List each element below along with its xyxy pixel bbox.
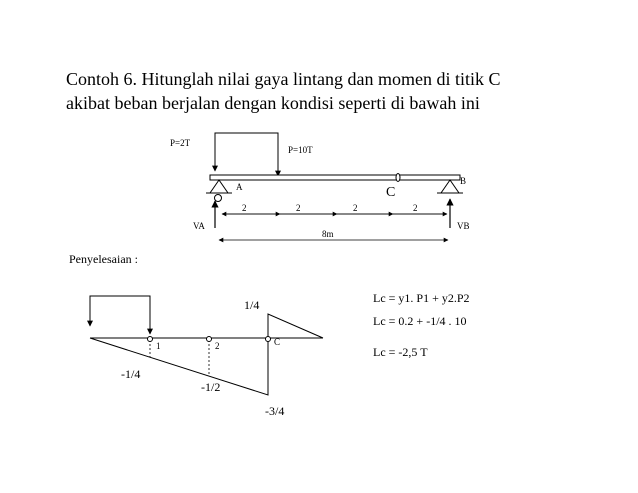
- solution-heading: Penyelesaian :: [69, 252, 138, 266]
- il-point-c: [266, 337, 271, 342]
- segment-label-2: 2: [296, 203, 301, 213]
- hinge-c: [396, 174, 400, 182]
- reaction-label-a: VA: [193, 221, 205, 231]
- moving-load-frame: [215, 133, 278, 172]
- beam-diagram: [170, 133, 470, 240]
- il-point-1: [148, 337, 153, 342]
- segment-label-4: 2: [413, 203, 418, 213]
- equation-1: Lc = y1. P1 + y2.P2: [373, 291, 470, 305]
- equation-2: Lc = 0.2 + -1/4 . 10: [373, 314, 467, 328]
- influence-line-diagram: [90, 296, 323, 418]
- segment-label-3: 2: [353, 203, 358, 213]
- support-a-roller: [215, 195, 222, 202]
- load-label-large: P=10T: [288, 145, 313, 155]
- il-value-three-quarter: -3/4: [265, 404, 285, 418]
- equation-3: Lc = -2,5 T: [373, 345, 428, 359]
- support-a-label: A: [236, 182, 243, 192]
- il-load-frame: [90, 296, 150, 330]
- span-label: 8m: [322, 229, 334, 239]
- il-point-c-label: C: [274, 337, 281, 347]
- il-value-half: -1/2: [201, 380, 221, 394]
- beam: [210, 175, 460, 180]
- il-point-2: [207, 337, 212, 342]
- il-value-top: 1/4: [244, 298, 260, 312]
- il-point-1-label: 1: [156, 341, 161, 351]
- segment-label-1: 2: [242, 203, 247, 213]
- point-c-label: C: [386, 185, 396, 200]
- support-b: [441, 180, 459, 193]
- load-label-small: P=2T: [170, 138, 191, 148]
- problem-title-line-2: akibat beban berjalan dengan kondisi seperti di bawah ini: [66, 93, 480, 113]
- il-point-2-label: 2: [215, 341, 220, 351]
- reaction-label-b: VB: [457, 221, 470, 231]
- equations: [373, 291, 470, 359]
- il-value-quarter: -1/4: [121, 367, 141, 381]
- support-a: [210, 180, 228, 193]
- problem-title-line-1: Contoh 6. Hitunglah nilai gaya lintang dan momen di titik C: [66, 69, 501, 89]
- support-b-label: B: [460, 176, 467, 186]
